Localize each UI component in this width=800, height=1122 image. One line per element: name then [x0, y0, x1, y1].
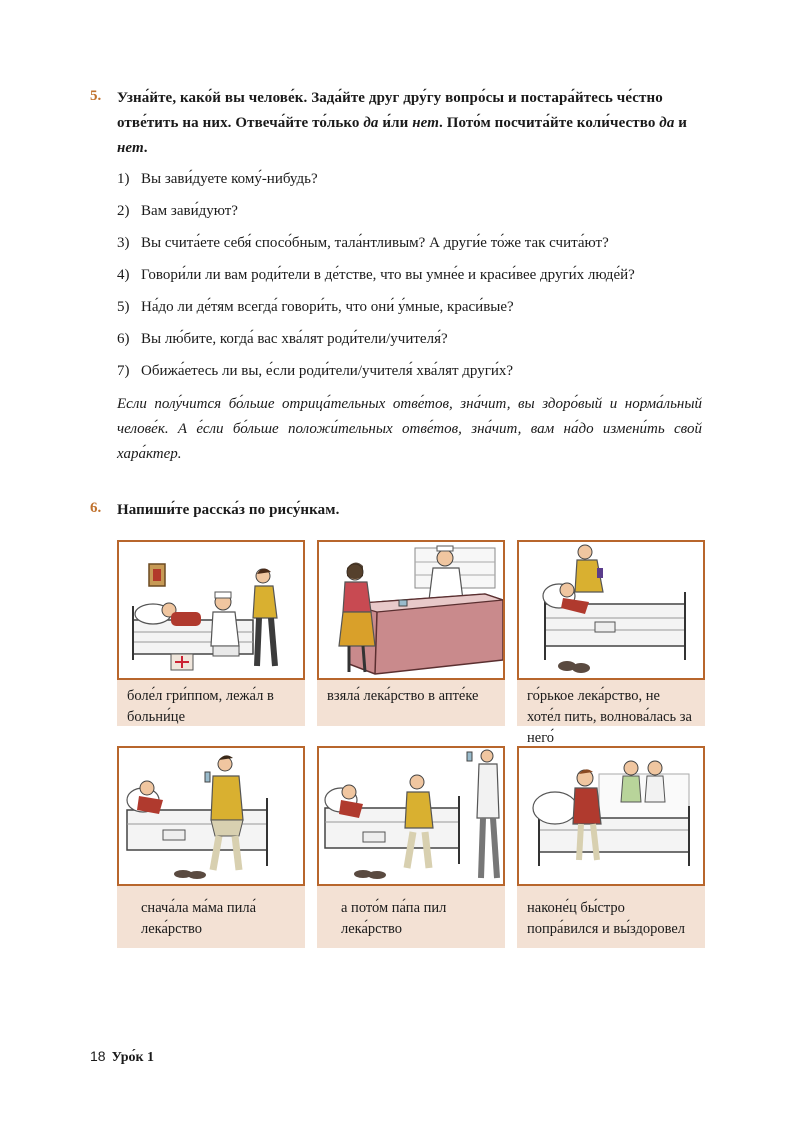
exercise-number: 5.	[90, 88, 102, 104]
question-item: 2) Вам зави́дуют?	[117, 203, 238, 219]
page-number: 18	[90, 1048, 106, 1064]
panel-caption: боле́л гри́ппом, лежа́л в больни́це	[117, 680, 305, 726]
lesson-label: Уро́к 1	[111, 1050, 155, 1065]
father-drinking-medicine-icon	[317, 746, 505, 886]
exercise-6	[90, 498, 702, 523]
exercise-5	[90, 86, 702, 467]
question-item: 5) На́до ли де́тям всегда́ говори́ть, что они́ у́мные, краси́вые?	[117, 299, 514, 315]
boy-recovered-icon	[517, 746, 705, 886]
exercise-instruction: Узна́йте, како́й вы челове́к. Зада́йте друг дру́гу вопро́сы и постара́йтесь че́стно отве́тить на них. Отвеча́йте то́лько да и́ли нет. Пото́м посчита́йте коли́чество да и нет.	[117, 90, 688, 156]
story-panel-3	[517, 540, 705, 746]
exercise-note: Если полу́чится бо́льше отрица́тельных отве́тов, зна́чит, вы здоро́вый и норма́льный челове́к. А е́сли бо́льше положи́тельных отве́тов, зна́чит, вам на́до измени́ть свой хара́ктер.	[117, 396, 702, 462]
question-item: 1) Вы зави́дуете кому́-нибудь?	[117, 171, 318, 187]
story-panel-2	[317, 540, 505, 726]
question-item: 3) Вы счита́ете себя́ спосо́бным, тала́нтливым? А други́е то́же так счита́ют?	[117, 235, 609, 251]
exercise-number: 6.	[90, 500, 102, 516]
mother-drinking-medicine-icon	[117, 746, 305, 886]
panel-caption: а пото́м па́па пил лека́рство	[317, 886, 505, 948]
panel-caption: наконе́ц бы́стро попра́вился и вы́здоровел	[517, 886, 705, 948]
story-panel-4	[117, 746, 305, 948]
pharmacy-counter-icon	[317, 540, 505, 680]
story-panel-1	[117, 540, 305, 726]
panel-caption: взяла́ лека́рство в апте́ке	[317, 680, 505, 726]
story-panel-6	[517, 746, 705, 948]
page-footer	[90, 1048, 154, 1066]
boy-in-hospital-bed-icon	[117, 540, 305, 680]
question-item: 6) Вы лю́бите, когда́ вас хва́лят роди́тели/учителя́?	[117, 331, 448, 347]
mother-by-bed-icon	[517, 540, 705, 680]
question-item: 7) Обижа́етесь ли вы, е́сли роди́тели/учителя́ хва́лят други́х?	[117, 363, 514, 379]
question-item: 4) Говори́ли ли вам роди́тели в де́тстве, что вы умне́е и краси́вее други́х люде́й?	[117, 267, 635, 283]
story-panel-5	[317, 746, 505, 948]
panel-caption: го́рькое лека́рство, не хоте́л пить, волнова́лась за него́	[517, 680, 705, 726]
panel-caption: снача́ла ма́ма пила́ лека́рство	[117, 886, 305, 948]
exercise-instruction: Напиши́те расска́з по рису́нкам.	[117, 502, 340, 518]
